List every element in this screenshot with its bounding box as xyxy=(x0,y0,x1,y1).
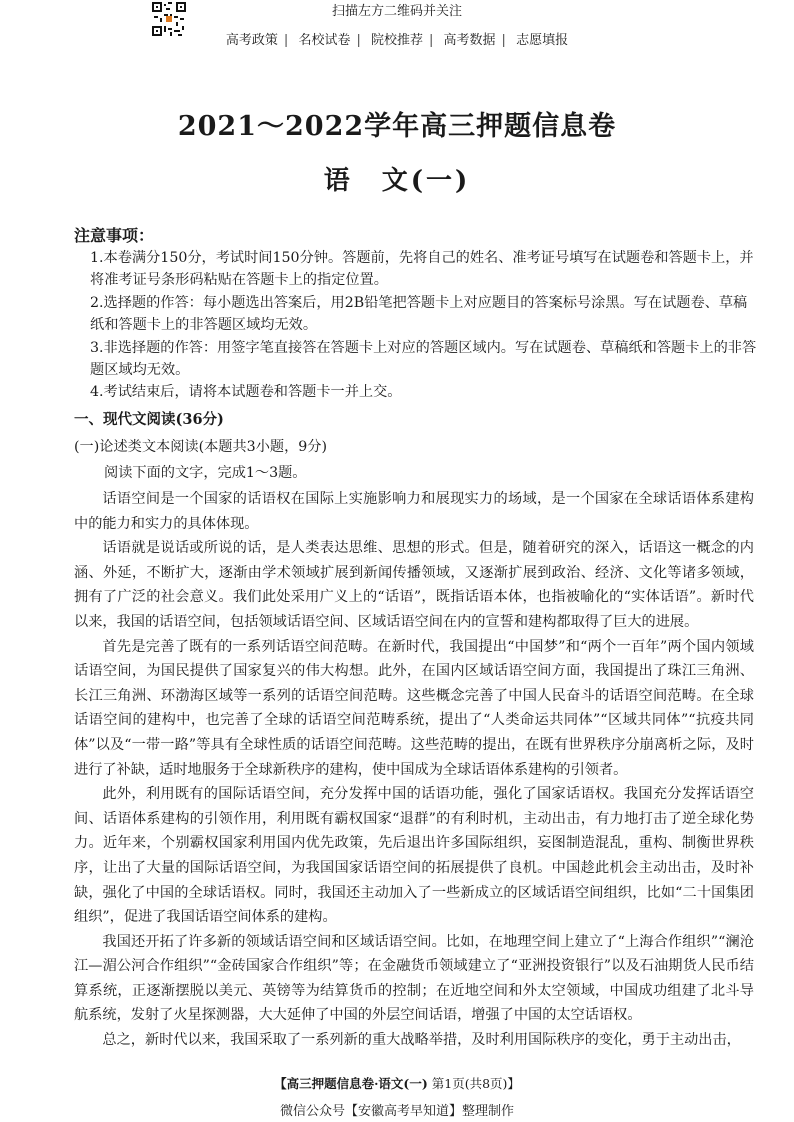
subsection-heading: (一)论述类文本阅读(本题共3小题，9分) xyxy=(74,439,328,455)
header-link-volunteer[interactable]: 志愿填报 xyxy=(516,33,569,48)
separator: | xyxy=(283,33,289,48)
reading-instruction: 阅读下面的文字，完成1～3题。 xyxy=(104,465,307,481)
header-link-schools[interactable]: 院校推荐 xyxy=(370,33,423,48)
header-link-data[interactable]: 高考数据 xyxy=(443,33,496,48)
passage-paragraph: 总之，新时代以来，我国采取了一系列新的重大战略举措，及时利用国际秩序的变化，勇于主动出击， xyxy=(102,1032,741,1049)
reading-passage xyxy=(74,487,754,1053)
passage-paragraph: 话语就是说话或所说的话，是人类表达思维、思想的形式。但是，随着研究的深入，话语这一概念的内涵、外延，不断扩大，逐渐由学术领域扩展到新闻传播领域，又逐渐扩展到政治、经济、文化等诸多领域，拥有了广泛的社会意义。我们此处采用广义上的“话语”，既指话语本体，也指被喻化的“实体话语”。新时代以来，我国的话语空间，包括领域话语空间、区域话语空间在内的宣誓和建构都取得了巨大的进展。 xyxy=(74,540,754,630)
passage-paragraph: 此外，利用既有的国际话语空间，充分发挥中国的话语功能，强化了国家话语权。我国充分发挥话语空间、话语体系建构的引领作用，利用既有霸权国家“退群”的有利时机，主动出击，有力地打击了逆全球化势力。近年来，个别霸权国家利用国内优先政策，先后退出许多国际组织，妄图制造混乱，重构、制衡世界秩序，让出了大量的国际话语空间，为我国国家话语空间的拓展提供了良机。中国趁此机会主动出击，及时补缺，强化了中国的全球话语权。同时，我国还主动加入了一些新成立的区域话语空间组织，比如“二十国集团组织”，促进了我国话语空间体系的建构。 xyxy=(74,786,754,926)
header-link-papers[interactable]: 名校试卷 xyxy=(298,33,351,48)
notes-list xyxy=(90,247,760,404)
note-item: 1.本卷满分150分，考试时间150分钟。答题前，先将自己的姓名、准考证号填写在试题卷和答题卡上，并将准考证号条形码粘贴在答题卡上的指定位置。 xyxy=(90,250,754,289)
note-item: 2.选择题的作答：每小题选出答案后，用2B铅笔把答题卡上对应题目的答案标号涂黑。写在试题卷、草稿纸和答题卡上的非答题区域均无效。 xyxy=(90,294,748,334)
note-item: 3.非选择题的作答：用签字笔直接答在答题卡上对应的答题区域内。写在试题卷、草稿纸和答题卡上的非答题区域均无效。 xyxy=(90,339,757,379)
exam-title: 2021～2022学年高三押题信息卷 xyxy=(177,111,617,142)
separator: | xyxy=(429,33,434,48)
footer-label: 【高三押题信息卷·语文(一) xyxy=(274,1076,428,1091)
header-links xyxy=(0,33,794,49)
header-link-policy[interactable]: 高考政策 xyxy=(225,33,278,48)
credit-line: 微信公众号【安徽高考早知道】整理制作 xyxy=(279,1104,514,1119)
page-number: 第1页(共8页)】 xyxy=(431,1076,520,1091)
passage-paragraph: 首先是完善了既有的一系列话语空间范畴。在新时代，我国提出“中国梦”和“两个一百年”两个国内领域话语空间，为国民提供了国家复兴的伟大构想。此外，在国内区域话语空间方面，我国提出了珠江三角洲、长江三角洲、环渤海区域等一系列的话语空间范畴。这些概念完善了中国人民奋斗的话语空间范畴。在全球话语空间的建构中，也完善了全球的话语空间范畴系统，提出了“人类命运共同体”“区域共同体”“抗疫共同体”以及“一带一路”等具有全球性质的话语空间范畴。这些范畴的提出，在既有世界秩序分崩离析之际，及时进行了补缺，适时地服务于全球新秩序的建构，使中国成为全球话语体系建构的引领者。 xyxy=(74,638,754,778)
subject-title: 语 文(一) xyxy=(323,166,471,196)
passage-paragraph: 我国还开拓了许多新的领域话语空间和区域话语空间。比如，在地理空间上建立了“上海合作组织”“澜沧江—湄公河合作组织”“金砖国家合作组织”等；在金融货币领域建立了“亚洲投资银行”以及石油期货人民币结算系统，正逐渐摆脱以美元、英镑等为结算货币的控制；在近地空间和外太空领域，中国成功组建了北斗导航系统，发射了火星探测器，大大延伸了中国的外层空间话语，增强了中国的太空话语权。 xyxy=(74,933,754,1024)
passage-paragraph: 话语空间是一个国家的话语权在国际上实施影响力和展现实力的场域，是一个国家在全球话语体系建构中的能力和实力的具体体现。 xyxy=(74,491,754,532)
page-footer xyxy=(0,1074,794,1092)
section-heading: 一、现代文阅读(36分) xyxy=(74,411,224,428)
separator: | xyxy=(501,33,506,48)
separator: | xyxy=(356,33,361,48)
note-item: 4.考试结束后，请将本试题卷和答题卡一并上交。 xyxy=(90,384,402,401)
notes-heading: 注意事项： xyxy=(74,226,155,245)
scan-instruction: 扫描左方二维码并关注 xyxy=(331,4,462,19)
